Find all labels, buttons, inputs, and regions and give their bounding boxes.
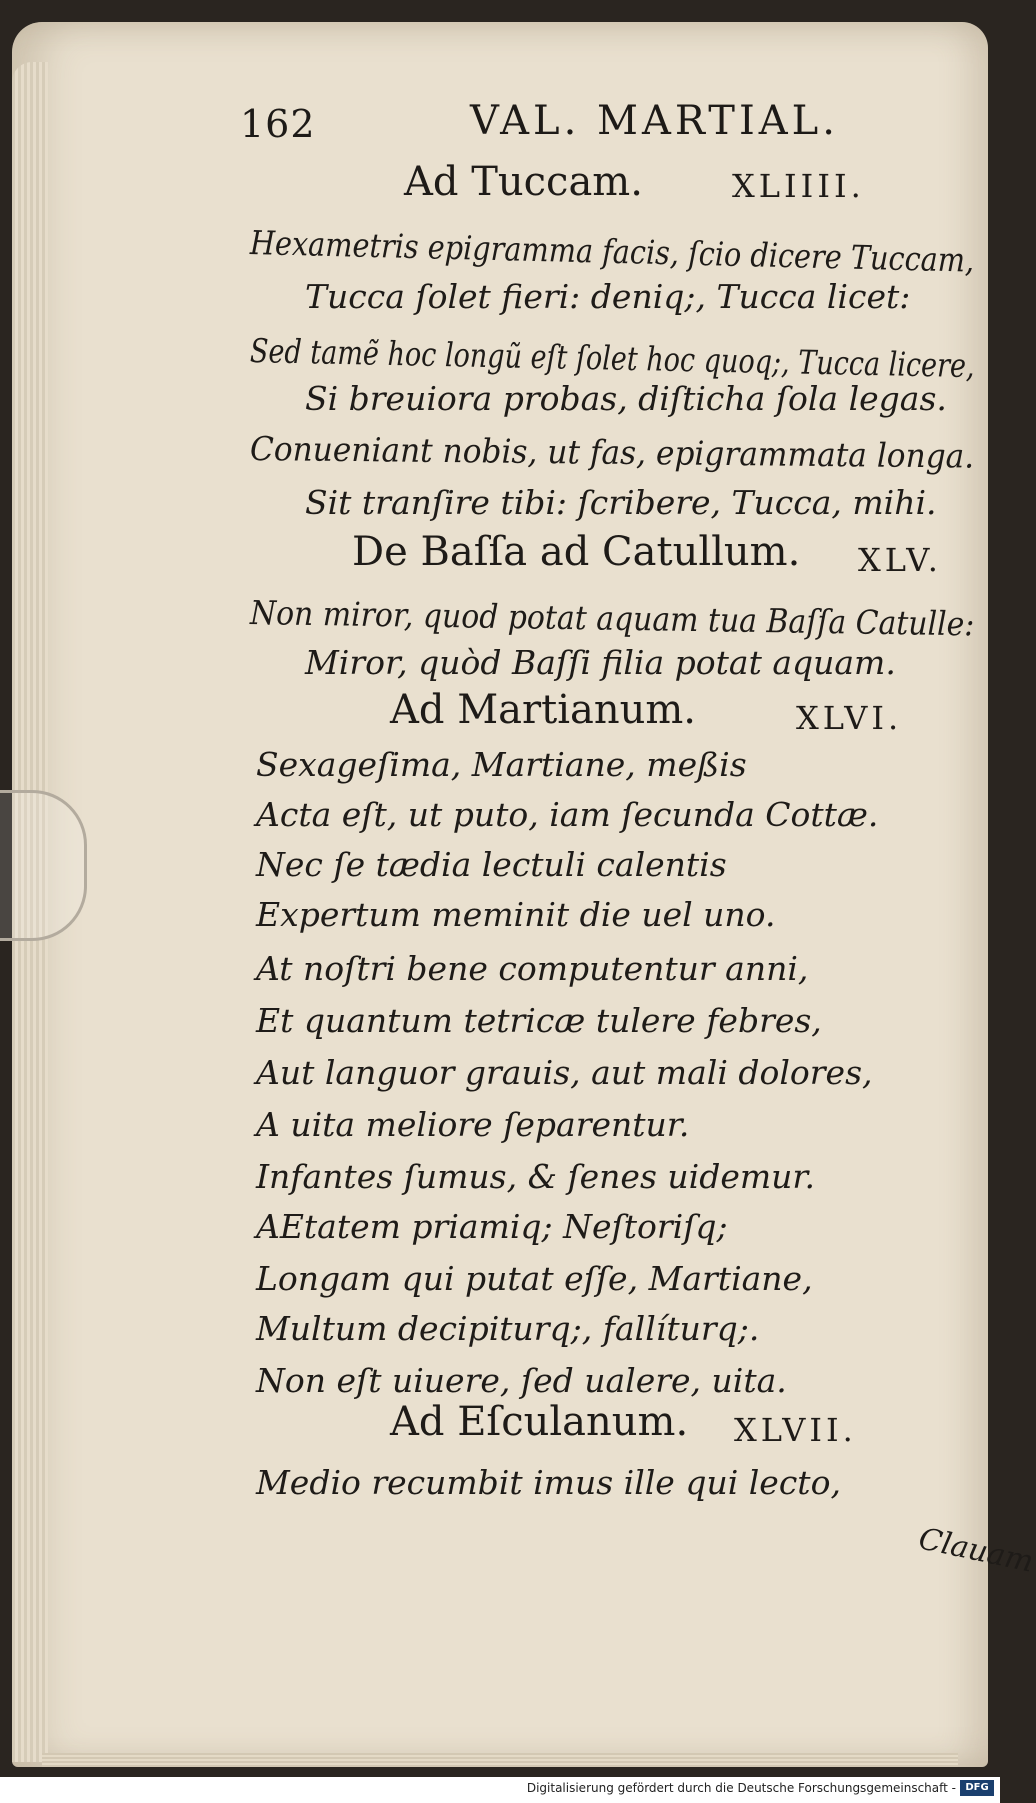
verse-line: A uita meliore ſeparentur. — [256, 1105, 690, 1144]
poem-heading: Ad Tuccam. — [404, 159, 643, 205]
footer-credit: Digitalisierung gefördert durch die Deutsche Forschungsgemeinschaft - — [526, 1781, 956, 1795]
verse-line: Sed tamẽ hoc longũ eſt ſolet hoc quoq;, Tucca licere, — [249, 331, 976, 386]
verse-line: Aut languor grauis, aut mali dolores, — [256, 1053, 873, 1092]
verse-line: Medio recumbit imus ille qui lecto, — [256, 1463, 841, 1502]
verse-line: Infantes ſumus, & ſenes uidemur. — [256, 1157, 816, 1196]
poem-number: XLVI. — [796, 699, 903, 737]
poem-number: XLVII. — [734, 1411, 857, 1449]
poem-heading: Ad Martianum. — [390, 687, 697, 733]
dfg-logo-icon: DFG — [960, 1780, 994, 1796]
poem-number: XLIIII. — [732, 167, 865, 205]
page-header — [240, 98, 880, 158]
verse-line: Expertum meminit die uel uno. — [256, 895, 776, 934]
running-title: VAL. MARTIAL. — [470, 98, 839, 144]
page-clip — [0, 790, 87, 941]
verse-line: Longam qui putat eſſe, Martiane, — [256, 1259, 813, 1298]
verse-line: Non miror, quod potat aquam tua Baſſa Catulle: — [249, 593, 975, 644]
page-edge-bottom — [42, 1753, 958, 1767]
verse-line: Hexametris epigramma facis, ſcio dicere Tuccam, — [249, 223, 975, 280]
footer-bar — [0, 1777, 1000, 1803]
verse-line: Miror, quòd Baſſi filia potat aquam. — [305, 643, 896, 682]
poem-heading: De Baſſa ad Catullum. — [352, 529, 801, 575]
verse-line: Sexageſima, Martiane, meßis — [256, 745, 747, 784]
verse-line: AEtatem priamiq; Neſtoriſq; — [256, 1207, 728, 1246]
verse-line: Acta eſt, ut puto, iam ſecunda Cottæ. — [256, 795, 879, 834]
verse-line: Multum decipiturq;, fallíturq;. — [256, 1309, 760, 1348]
verse-line: At noſtri bene computentur anni, — [256, 949, 809, 988]
poem-number: XLV. — [858, 541, 942, 579]
verse-line: Non eſt uiuere, ſed ualere, uita. — [256, 1361, 787, 1400]
verse-line: Tucca ſolet fieri: deniq;, Tucca licet: — [305, 277, 911, 316]
page-number: 162 — [240, 102, 316, 146]
poem-heading: Ad Eſculanum. — [390, 1399, 689, 1445]
verse-line: Nec ſe tædia lectuli calentis — [256, 845, 727, 884]
verse-line: Sit tranſire tibi: ſcribere, Tucca, mihi. — [305, 483, 937, 522]
verse-line: Et quantum tetricæ tulere febres, — [256, 1001, 822, 1040]
verse-line: Conueniant nobis, ut fas, epigrammata longa. — [249, 429, 975, 476]
verse-line: Si breuiora probas, diſticha ſola legas. — [305, 379, 947, 418]
catchword: Clauam — [915, 1521, 1036, 1580]
